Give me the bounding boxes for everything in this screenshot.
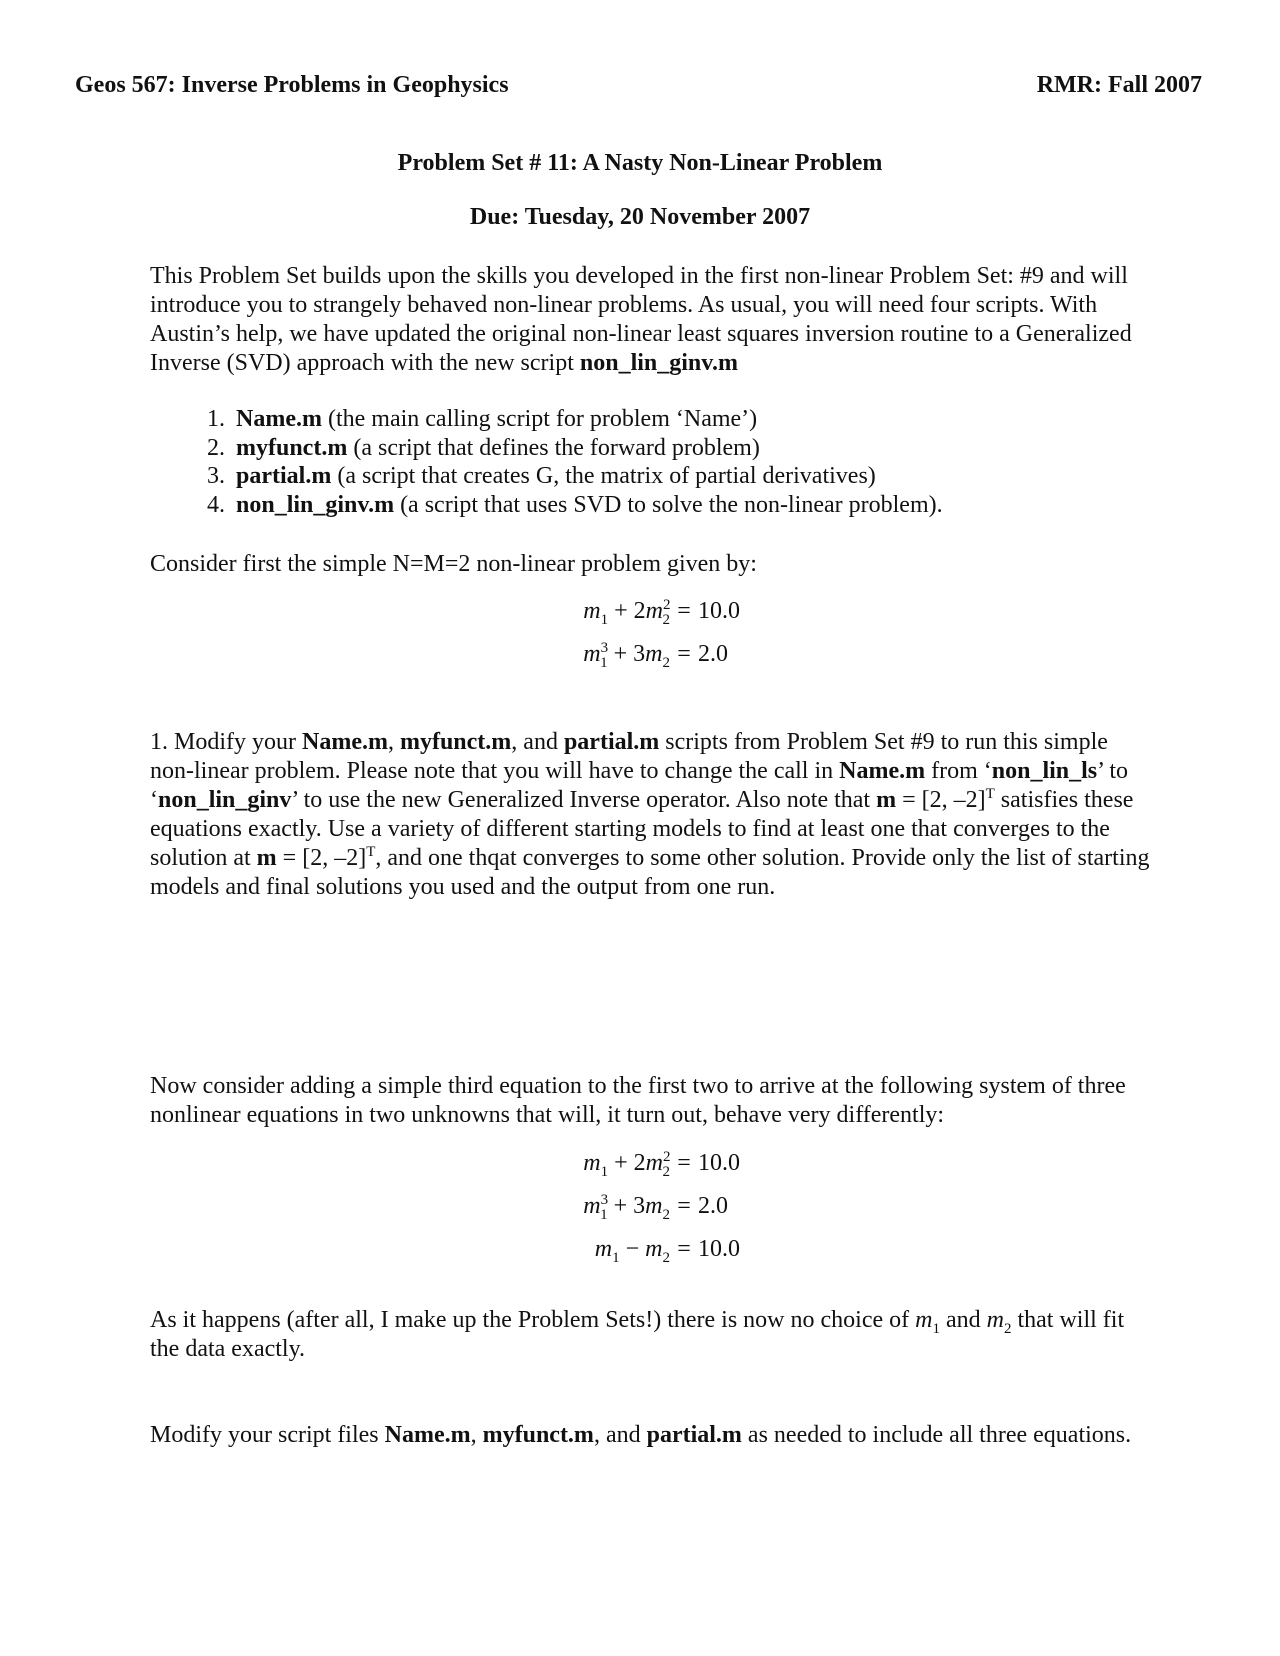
course-title: Geos 567: Inverse Problems in Geophysics bbox=[75, 72, 509, 98]
equation-rhs: 10.0 bbox=[698, 1150, 740, 1176]
script-desc: (a script that defines the forward problem) bbox=[347, 434, 760, 461]
equation-1 bbox=[540, 598, 800, 641]
list-item bbox=[150, 405, 943, 434]
equals-sign: = bbox=[677, 1236, 691, 1262]
list-number: 3. bbox=[207, 463, 225, 489]
intro-paragraph bbox=[150, 262, 1150, 378]
list-number: 4. bbox=[207, 491, 225, 518]
instructor-term: RMR: Fall 2007 bbox=[1036, 72, 1202, 98]
equals-sign: = bbox=[677, 1193, 691, 1219]
question-1: 1. Modify your Name.m, myfunct.m, and partial.m scripts from Problem Set #9 to run this simple non-linear problem. Please note that you will have to change the call in Name.m from ‘non_lin_ls’ to ‘non_lin_ginv’ to use the new Generalized Inverse operator. Also note that m = [2, –2]$^T$ satisfies these equations exactly. Use a variety of different starting models to find at least one that converges to the solution at m = [2, –2]$^T$, and one thqat converges to some other solution. Provide only the list of starting models and final solutions you used and the output from one run. bbox=[150, 729, 1150, 900]
due-date: Due: Tuesday, 20 November 2007 bbox=[469, 204, 811, 230]
equation-system-2 bbox=[540, 1150, 800, 1279]
list-item bbox=[150, 434, 943, 463]
equals-sign: = bbox=[677, 641, 691, 667]
script-name: non_lin_ginv.m bbox=[236, 491, 395, 518]
equation-rhs: 2.0 bbox=[698, 1193, 728, 1219]
equation-rhs: 2.0 bbox=[698, 641, 728, 667]
script-desc: (a script that uses SVD to solve the non-linear problem). bbox=[394, 491, 943, 518]
equation-1 bbox=[540, 1150, 800, 1193]
equation-rhs: 10.0 bbox=[698, 598, 740, 624]
equation-lhs: $m_1 - m_2$ bbox=[594, 1236, 670, 1266]
equation-lhs: $m_1 + 2m^2_2$ bbox=[583, 597, 671, 628]
equation-lhs: $m_1 + 2m^2_2$ bbox=[583, 1149, 671, 1180]
script-name: partial.m bbox=[236, 463, 332, 489]
equation-2 bbox=[540, 1193, 800, 1236]
script-desc: (the main calling script for problem ‘Name’) bbox=[321, 406, 758, 432]
script-desc: (a script that creates G, the matrix of partial derivatives) bbox=[331, 463, 876, 489]
equation-2 bbox=[540, 641, 800, 684]
modify-instruction: Modify your script files Name.m, myfunct.m, and partial.m as needed to include all three equations. bbox=[150, 1422, 1132, 1448]
script-name: myfunct.m bbox=[236, 434, 348, 461]
intro-text: This Problem Set builds upon the skills you developed in the first non-linear Problem Set: #9 and will introduce you to strangely behaved non-linear problems. As usual, you will need four scripts. With Austin’s help, we have updated the original non-linear least squares inversion routine to a Generalized Inverse (SVD) approach with the new script bbox=[150, 263, 1132, 376]
intro-script-name: non_lin_ginv.m bbox=[579, 350, 738, 376]
equals-sign: = bbox=[677, 1150, 691, 1176]
list-item bbox=[150, 462, 943, 491]
equation-rhs: 10.0 bbox=[698, 1236, 740, 1262]
script-name: Name.m bbox=[236, 406, 322, 432]
script-list bbox=[150, 405, 943, 519]
equation-system-1 bbox=[540, 598, 800, 684]
list-number: 1. bbox=[207, 406, 225, 432]
list-item bbox=[150, 491, 943, 520]
equals-sign: = bbox=[677, 598, 691, 624]
equation-lhs: $m^3_1 + 3m_2$ bbox=[583, 1192, 670, 1223]
equation-3 bbox=[540, 1236, 800, 1279]
as-it-happens-text: As it happens (after all, I make up the Problem Sets!) there is now no choice of $m_1$ and $m_2$ that will fit the data exactly. bbox=[150, 1307, 1125, 1362]
equation-lhs: $m^3_1 + 3m_2$ bbox=[583, 640, 670, 671]
list-number: 2. bbox=[207, 434, 225, 461]
page-title: Problem Set # 11: A Nasty Non-Linear Problem bbox=[397, 150, 883, 176]
now-consider-text: Now consider adding a simple third equation to the first two to arrive at the following system of three nonlinear equations in two unknowns that will, it turn out, behave very differently: bbox=[150, 1073, 1126, 1128]
consider-text: Consider first the simple N=M=2 non-linear problem given by: bbox=[150, 551, 757, 577]
